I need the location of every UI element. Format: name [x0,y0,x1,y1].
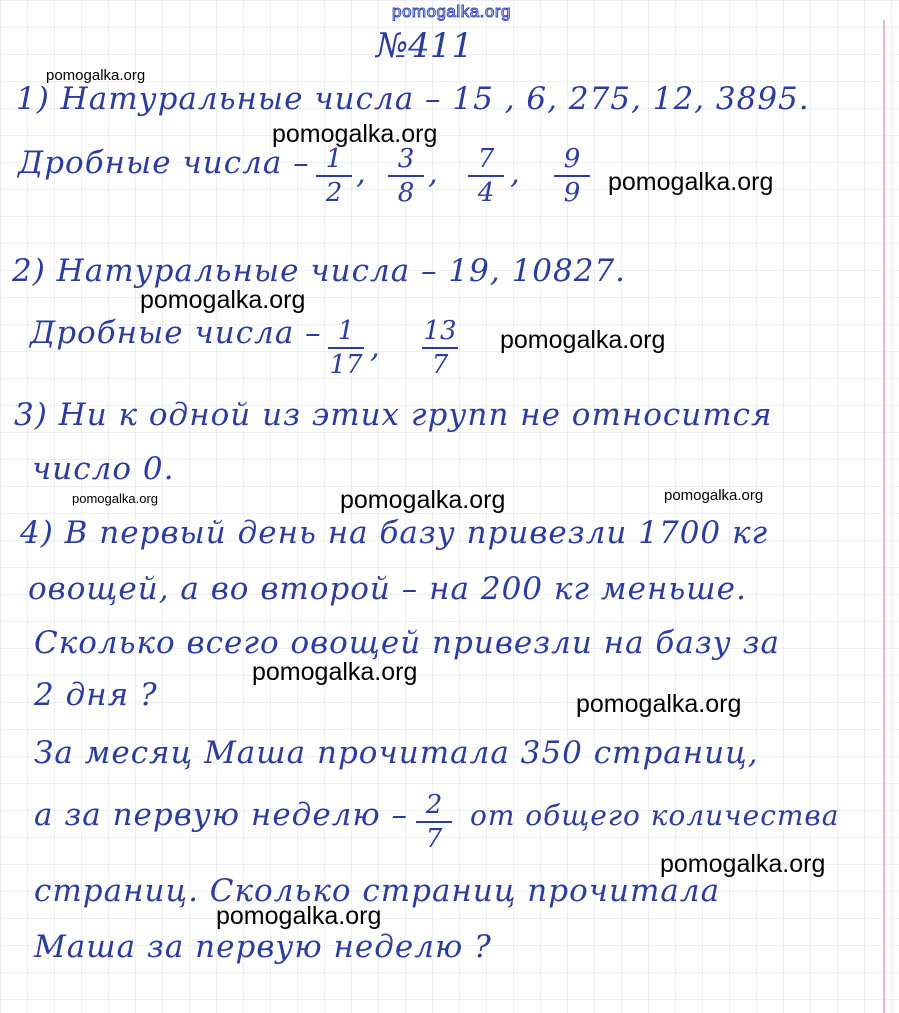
watermark: pomogalka.org [72,491,158,506]
comma: , [356,155,367,191]
line-12b: от общего количества [470,799,840,832]
line-8: овощей, а во второй – на 200 кг меньше. [28,571,747,607]
fraction-6: 13 7 [423,316,457,380]
watermark: pomogalka.org [46,67,146,84]
line-11: За месяц Маша прочитала 350 страниц, [34,735,759,771]
line-5: 3) Ни к одной из этих групп не относится [14,397,773,433]
fraction-5: 1 17 [329,316,363,380]
line-4: Дробные числа – [30,315,322,351]
line-6: число 0. [32,451,175,487]
line-9: Сколько всего овощей привезли на базу за [34,625,780,661]
fraction-2: 3 8 [386,146,426,206]
watermark: pomogalka.org [216,902,382,930]
line-13: страниц. Сколько страниц прочитала [34,873,721,909]
watermark: pomogalka.org [140,286,306,314]
watermark: pomogalka.org [608,168,774,196]
comma: , [370,329,381,365]
line-7: 4) В первый день на базу привезли 1700 кг [20,515,769,551]
line-14: Маша за первую неделю ? [34,929,492,965]
watermark: pomogalka.org [664,487,764,504]
comma: , [428,155,439,191]
watermark: pomogalka.org [576,690,742,718]
watermark: pomogalka.org [660,850,826,878]
exercise-number: №411 [376,26,474,66]
watermark: pomogalka.org [272,120,438,148]
comma: , [510,155,521,191]
watermark: pomogalka.org [340,486,506,514]
watermark: pomogalka.org [500,326,666,354]
header-watermark: pomogalka.org [392,2,511,21]
line-2: Дробные числа – [18,145,310,181]
margin-line [883,20,885,1013]
watermark: pomogalka.org [252,658,418,686]
line-1: 1) Натуральные числа – 15 , 6, 275, 12, 3895. [16,81,810,117]
line-12a: а за первую неделю – [34,797,409,833]
line-10: 2 дня ? [34,677,158,713]
fraction-4: 9 9 [552,146,592,206]
line-3: 2) Натуральные числа – 19, 10827. [12,253,627,289]
fraction-1: 1 2 [314,146,354,206]
fraction-3: 7 4 [466,146,506,206]
fraction-7: 2 7 [414,792,454,852]
